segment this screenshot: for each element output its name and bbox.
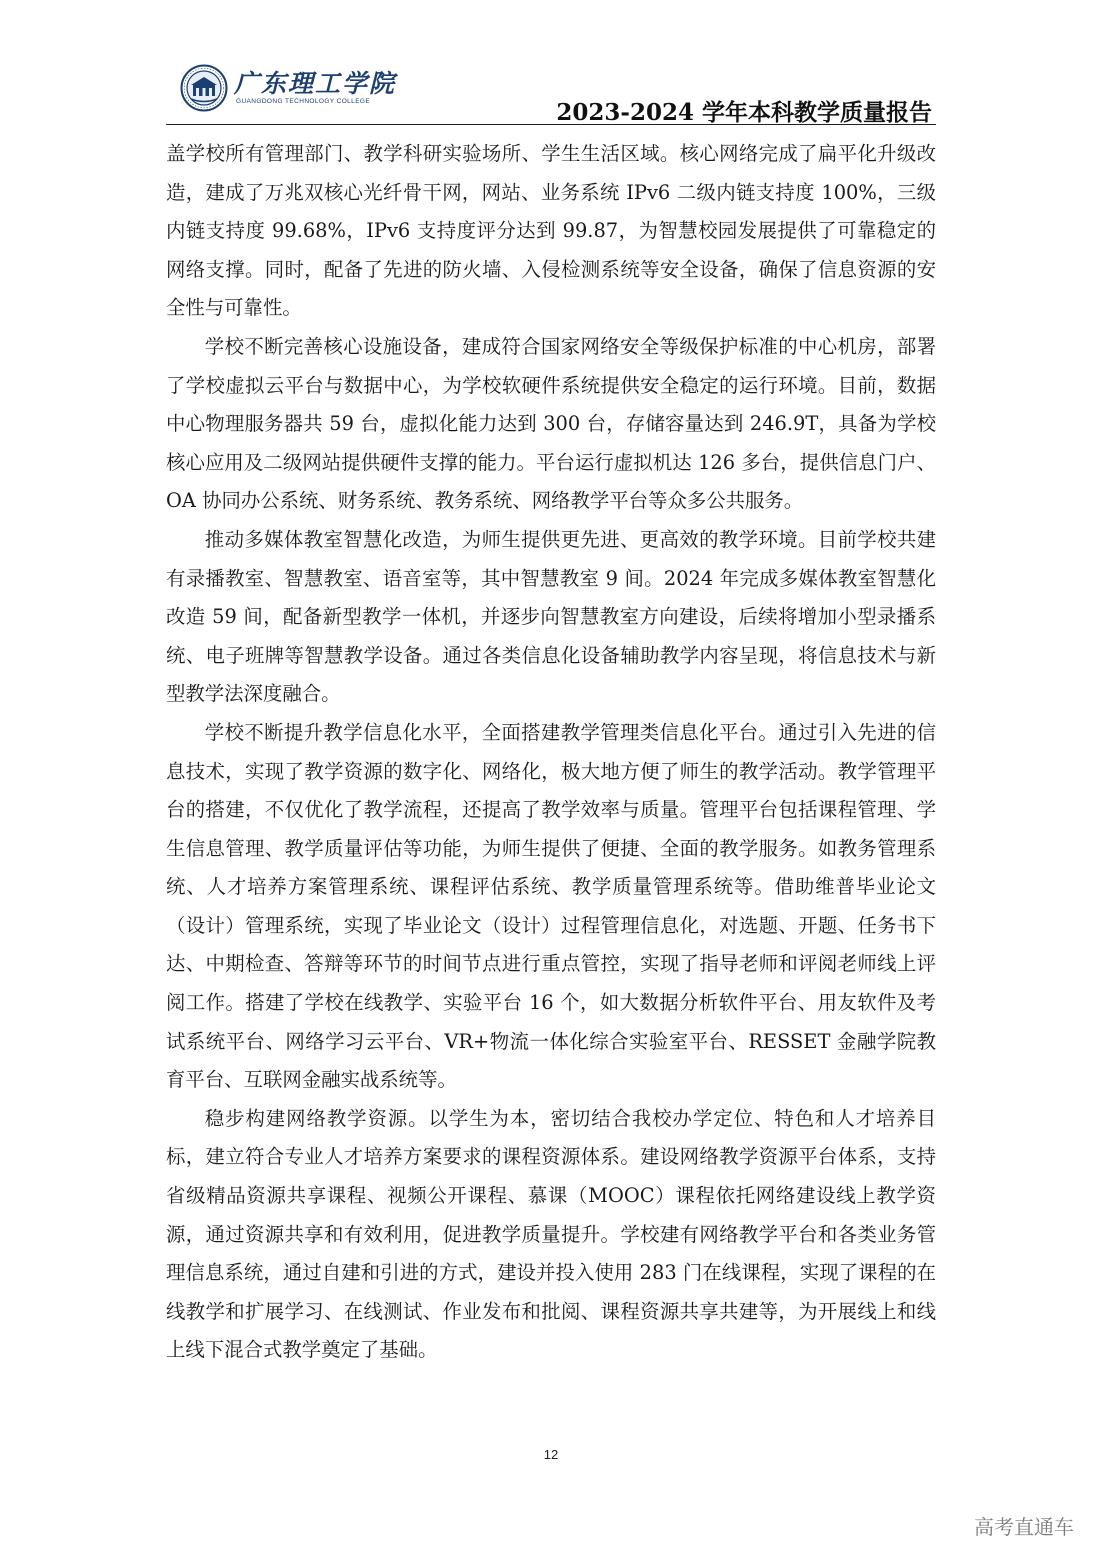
paragraph-smart-classrooms: 推动多媒体教室智慧化改造，为师生提供更先进、更高效的教学环境。目前学校共建有录播教室、智慧教室、语音室等，其中智慧教室 9 间。2024 年完成多媒体教室智慧化改造 59 间，配备新型教学一体机，并逐步向智慧教室方向建设，后续将增加小型录播系统、电子班牌等智慧教学设备。通过各类信息化设备辅助教学内容呈现，将信息技术与新型教学法深度融合。 (166, 527, 936, 706)
paragraph-data-center: 学校不断完善核心设施设备，建成符合国家网络安全等级保护标准的中心机房，部署了学校虚拟云平台与数据中心，为学校软硬件系统提供安全稳定的运行环境。目前，数据中心物理服务器共 59 台，虚拟化能力达到 300 台，存储容量达到 246.9T，具备为学校核心应用及二级网站提供硬件支撑的能力。平台运行虚拟机达 126 多台，提供信息门户、OA 协同办公系统、财务系统、教务系统、网络教学平台等众多公共服务。 (166, 334, 936, 513)
page-number: 12 (543, 1447, 559, 1462)
college-name-cn: 广东理工学院 (234, 69, 397, 98)
college-seal-icon (180, 64, 228, 112)
header-divider (166, 124, 936, 125)
body-text (166, 135, 936, 1370)
page-header (166, 58, 936, 126)
watermark: 高考直通车 (974, 1515, 1074, 1539)
college-logo (180, 60, 400, 116)
paragraph-teaching-platforms: 学校不断提升教学信息化水平，全面搭建教学管理类信息化平台。通过引入先进的信息技术，实现了教学资源的数字化、网络化，极大地方便了师生的教学活动。教学管理平台的搭建，不仅优化了教学流程，还提高了教学效率与质量。管理平台包括课程管理、学生信息管理、教学质量评估等功能，为师生提供了便捷、全面的教学服务。如教务管理系统、人才培养方案管理系统、课程评估系统、教学质量管理系统等。借助维普毕业论文（设计）管理系统，实现了毕业论文（设计）过程管理信息化，对选题、开题、任务书下达、中期检查、答辩等环节的时间节点进行重点管控，实现了指导老师和评阅老师线上评阅工作。搭建了学校在线教学、实验平台 16 个，如大数据分析软件平台、用友软件及考试系统平台、网络学习云平台、VR+物流一体化综合实验室平台、RESSET 金融学院教育平台、互联网金融实战系统等。 (166, 720, 936, 1092)
paragraph-network-continued: 盖学校所有管理部门、教学科研实验场所、学生生活区域。核心网络完成了扁平化升级改造，建成了万兆双核心光纤骨干网，网站、业务系统 IPv6 二级内链支持度 100%，三级内链支持度 99.68%，IPv6 支持度评分达到 99.87，为智慧校园发展提供了可靠稳定的网络支撑。同时，配备了先进的防火墙、入侵检测系统等安全设备，确保了信息资源的安全性与可靠性。 (166, 142, 936, 320)
college-name-en: GUANGDONG TECHNOLOGY COLLEGE (236, 98, 371, 105)
report-title: 2023-2024 学年本科教学质量报告 (556, 99, 932, 126)
paragraph-online-resources: 稳步构建网络教学资源。以学生为本，密切结合我校办学定位、特色和人才培养目标，建立符合专业人才培养方案要求的课程资源体系。建设网络教学资源平台体系，支持省级精品资源共享课程、视频公开课程、慕课（MOOC）课程依托网络建设线上教学资源，通过资源共享和有效利用，促进教学质量提升。学校建有网络教学平台和各类业务管理信息系统，通过自建和引进的方式，建设并投入使用 283 门在线课程，实现了课程的在线教学和扩展学习、在线测试、作业发布和批阅、课程资源共享共建等，为开展线上和线上线下混合式教学奠定了基础。 (166, 1106, 936, 1362)
